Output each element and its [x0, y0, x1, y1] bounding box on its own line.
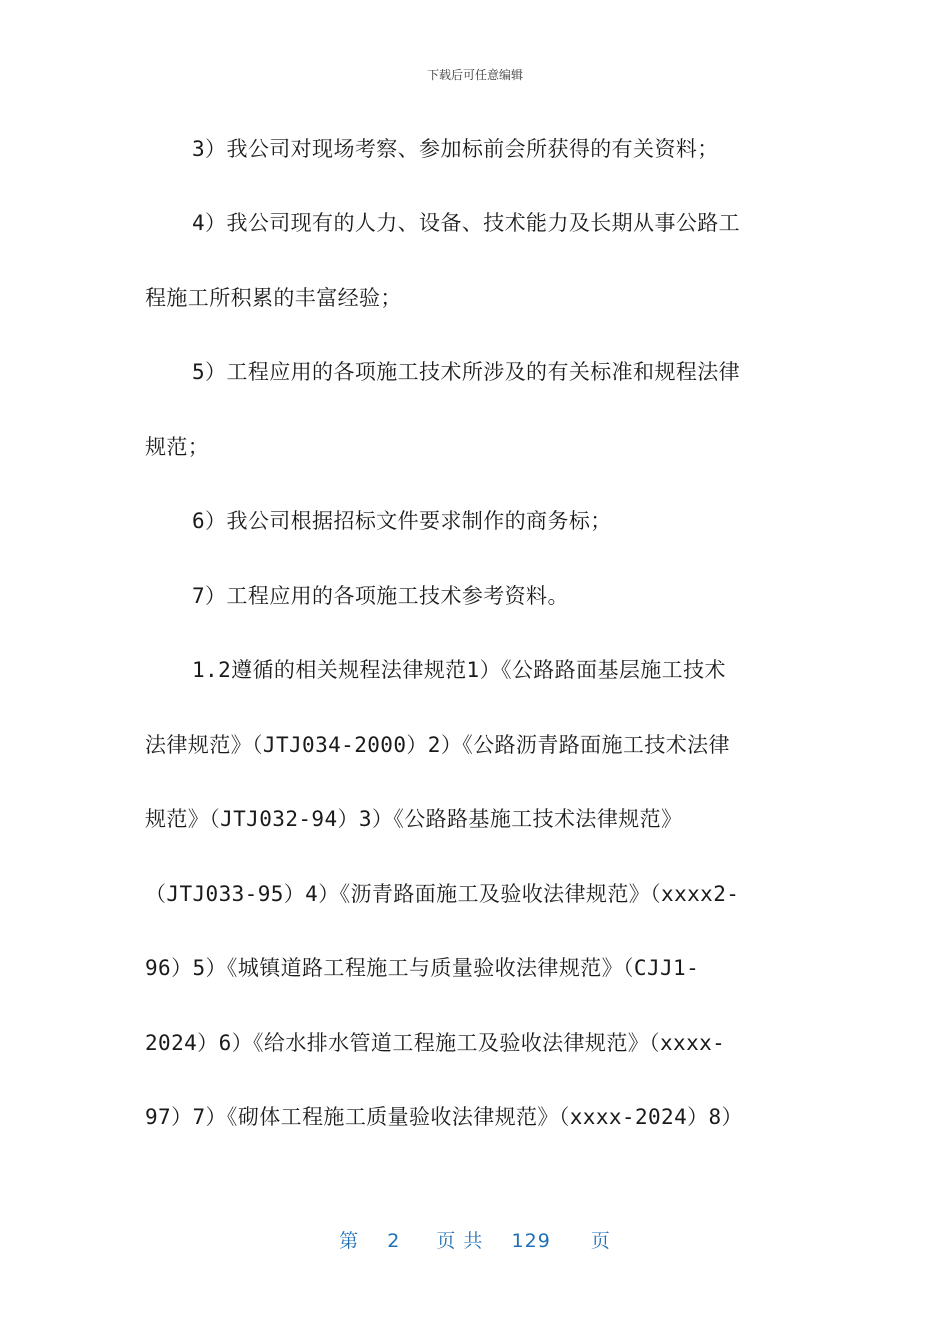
footer-prefix: 第 — [339, 1230, 360, 1252]
body-line-12: 96）5）《城镇道路工程施工与质量验收法律规范》（CJJ1- — [145, 956, 700, 980]
body-line-2: 4）我公司现有的人力、设备、技术能力及长期从事公路工 — [192, 211, 741, 235]
footer-suffix: 页 — [590, 1230, 611, 1252]
body-line-13: 2024）6）《给水排水管道工程施工及验收法律规范》（xxxx- — [145, 1031, 726, 1055]
body-line-9: 法律规范》（JTJ034-2000）2）《公路沥青路面施工技术法律 — [145, 733, 730, 757]
body-line-10: 规范》（JTJ032-94）3）《公路路基施工技术法律规范》 — [145, 807, 683, 831]
page-footer — [0, 1226, 950, 1253]
body-line-1: 3）我公司对现场考察、参加标前会所获得的有关资料； — [192, 137, 719, 161]
body-line-8: 1.2遵循的相关规程法律规范1）《公路路面基层施工技术 — [192, 658, 726, 682]
body-line-11: （JTJ033-95）4）《沥青路面施工及验收法律规范》（xxxx2- — [145, 882, 740, 906]
body-line-7: 7）工程应用的各项施工技术参考资料。 — [192, 584, 569, 608]
body-line-14: 97）7）《砌体工程施工质量验收法律规范》（xxxx-2024）8） — [145, 1105, 743, 1129]
body-line-3: 程施工所积累的丰富经验； — [145, 286, 402, 310]
body-line-6: 6）我公司根据招标文件要求制作的商务标； — [192, 509, 612, 533]
footer-total-pages: 129 — [511, 1230, 551, 1252]
footer-page-number: 2 — [387, 1230, 401, 1252]
body-line-4: 5）工程应用的各项施工技术所涉及的有关标准和规程法律 — [192, 360, 741, 384]
page-header: 下载后可任意编辑 — [426, 68, 523, 82]
body-line-5: 规范； — [145, 435, 210, 459]
footer-middle: 页 共 — [436, 1230, 484, 1252]
